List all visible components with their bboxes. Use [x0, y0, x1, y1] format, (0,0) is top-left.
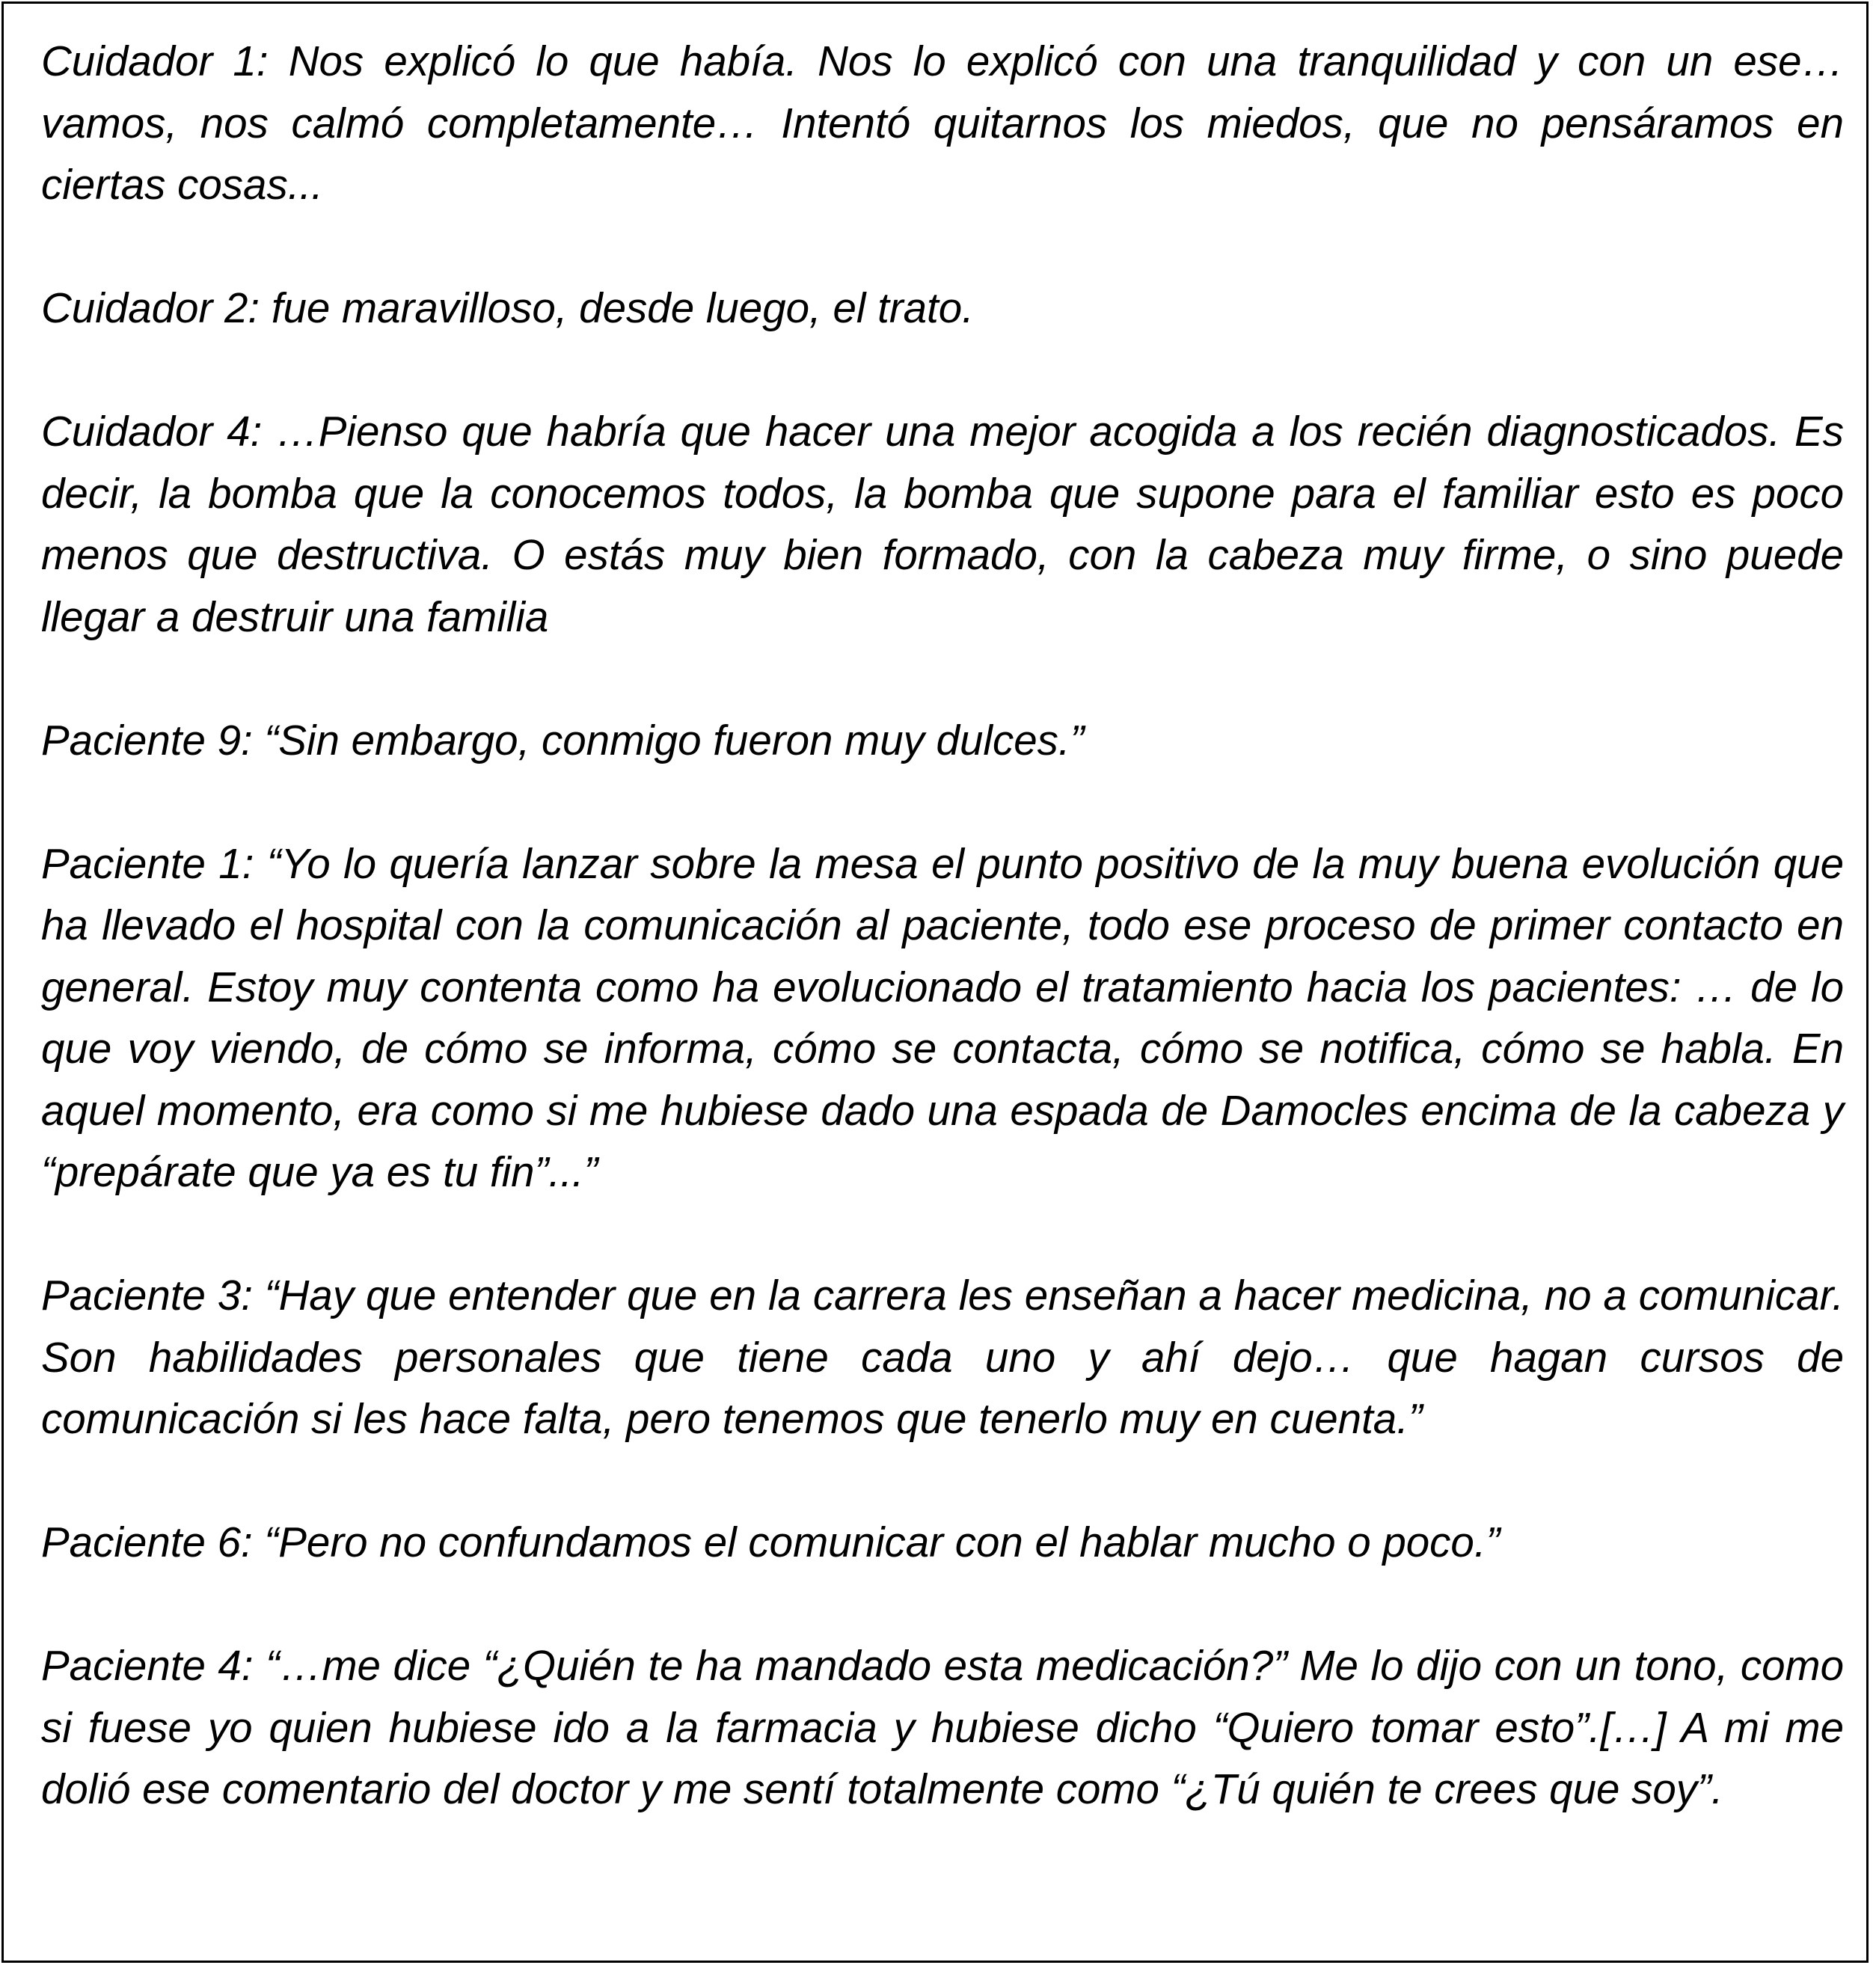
quote-text: …Pienso que habría que hacer una mejor acogida a los recién diagnosticados. Es decir, la bomba que la conocemos todos, la bomba que supone para el familiar esto es poco menos que destructiva. O estás muy bien formado, con la cabeza muy firme, o sino puede llegar a destruir una familia: [41, 408, 1844, 640]
quote-text: “Yo lo quería lanzar sobre la mesa el punto positivo de la muy buena evolución que ha llevado el hospital con la comunicación al paciente, todo ese proceso de primer contacto en general. Estoy muy contenta como ha evolucionado el tratamiento hacia los pacientes: … de lo que voy viendo, de cómo se informa, cómo se contacta, cómo se notifica, cómo se habla. En aquel momento, era como si me hubiese dado una espada de Damocles encima de la cabeza y “prepárate que ya es tu fin”...”: [41, 839, 1845, 1195]
quote-speaker: Paciente 6:: [41, 1518, 253, 1566]
quote-text: “Sin embargo, conmigo fueron muy dulces.”: [264, 716, 1085, 764]
quote-speaker: Paciente 4:: [41, 1642, 254, 1689]
quote-text: “Hay que entender que en la carrera les enseñan a hacer medicina, no a comunicar. Son habilidades personales que tiene cada uno y ahí dejo… que hagan cursos de comunicación si les hace falta, pero tenemos que tenerlo muy en cuenta.”: [41, 1272, 1844, 1442]
quote-speaker: Cuidador 2:: [41, 284, 260, 331]
quote-speaker: Cuidador 4:: [41, 408, 263, 455]
quote-speaker: Cuidador 1:: [41, 37, 269, 85]
quote-text: Nos explicó lo que había. Nos lo explicó con una tranquilidad y con un ese… vamos, nos calmó completamente… Intentó quitarnos los miedos, que no pensáramos en ciertas cosas...: [41, 37, 1844, 208]
quote-speaker: Paciente 9:: [41, 716, 253, 764]
quote-speaker: Paciente 1:: [41, 839, 254, 887]
quote-paciente-9: [41, 710, 1844, 772]
quote-paciente-1: [41, 833, 1844, 1204]
quote-cuidador-1: [41, 31, 1844, 216]
quote-cuidador-2: [41, 278, 1844, 340]
quote-text: “Pero no confundamos el comunicar con el hablar mucho o poco.”: [264, 1518, 1501, 1566]
quote-paciente-6: [41, 1512, 1844, 1574]
quote-cuidador-4: [41, 401, 1844, 648]
quotes-list: [41, 31, 1844, 1821]
quotes-box: [1, 1, 1869, 1963]
quote-speaker: Paciente 3:: [41, 1272, 253, 1319]
quote-text: “…me dice “¿Quién te ha mandado esta medicación?” Me lo dijo con un tono, como si fuese yo quien hubiese ido a la farmacia y hubiese dicho “Quiero tomar esto”.[…] A mi me dolió ese comentario del doctor y me sentí totalmente como “¿Tú quién te crees que soy”.: [41, 1642, 1844, 1812]
quote-paciente-4: [41, 1635, 1844, 1821]
quote-text: fue maravilloso, desde luego, el trato.: [271, 284, 974, 331]
quote-paciente-3: [41, 1265, 1844, 1450]
